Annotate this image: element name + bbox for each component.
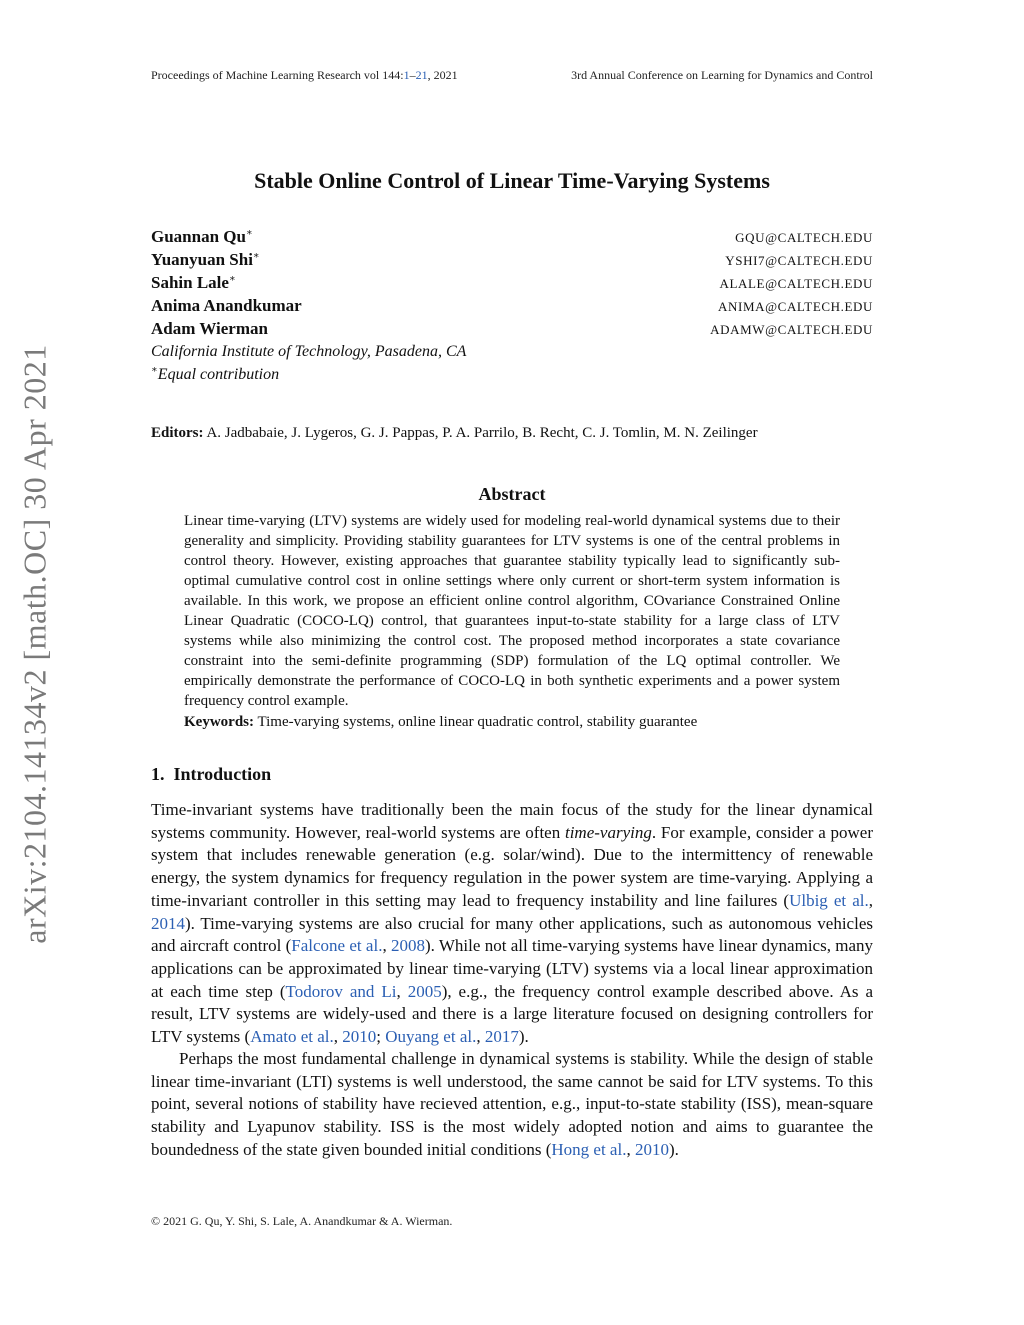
citation-link[interactable]: Ulbig et al. bbox=[789, 890, 869, 910]
author-name: Anima Anandkumar bbox=[151, 296, 302, 315]
author-name: Yuanyuan Shi∗ bbox=[151, 250, 260, 269]
author-email: YSHI7@CALTECH.EDU bbox=[725, 253, 873, 268]
page-start-link[interactable]: 1 bbox=[403, 68, 410, 82]
author-name: Guannan Qu∗ bbox=[151, 227, 253, 246]
author-email: ADAMW@CALTECH.EDU bbox=[710, 322, 873, 337]
equal-contribution-note: ∗Equal contribution bbox=[151, 364, 280, 383]
page-end-link[interactable]: 21 bbox=[415, 68, 428, 82]
intro-paragraph-1: Time-invariant systems have traditionally been the main focus of the study for the linear dynamical systems community. However, real-world systems are often time-varying. For example, consider a power system that includes renewable generation (e.g. solar/wind). Due to the intermittency of renewable energy, the system dynamics for frequency regulation in the power system are time-varying. Applying a time-invariant controller in this setting may lead to frequency instability and line failures (Ulbig et al., 2014). Time-varying systems are also crucial for many other applications, such as autonomous vehicles and aircraft control (Falcone et al., 2008). While not all time-varying systems have linear dynamics, many applications can be approximated by linear time-varying (LTV) systems via a local linear approximation at each time step (Todorov and Li, 2005), e.g., the frequency control example described above. As a result, LTV systems are widely-used and there is a large literature focused on designing controllers for LTV systems (Amato et al., 2010; Ouyang et al., 2017). bbox=[151, 800, 874, 1047]
section-heading: 1. Introduction bbox=[151, 764, 272, 784]
author-name: Sahin Lale∗ bbox=[151, 273, 236, 292]
running-header-conference: 3rd Annual Conference on Learning for Dynamics and Control bbox=[571, 68, 873, 82]
citation-link[interactable]: Amato et al. bbox=[250, 1027, 334, 1047]
keywords: Keywords: Time-varying systems, online linear quadratic control, stability guarantee bbox=[184, 714, 698, 730]
author-email: GQU@CALTECH.EDU bbox=[735, 230, 873, 245]
citation-year-link[interactable]: 2010 bbox=[342, 1027, 377, 1047]
citation-link[interactable]: Todorov and Li bbox=[285, 981, 397, 1001]
author-name: Adam Wierman bbox=[151, 319, 268, 338]
author-row bbox=[151, 296, 873, 319]
citation-link[interactable]: Hong et al. bbox=[551, 1139, 627, 1159]
affiliation: California Institute of Technology, Pasadena, CA bbox=[151, 343, 467, 360]
author-row bbox=[151, 273, 873, 296]
intro-paragraph-2: Perhaps the most fundamental challenge in dynamical systems is stability. While the design of stable linear time-invariant (LTI) systems is well understood, the same cannot be said for LTV systems. To this point, several notions of stability have recieved attention, e.g., input-to-state stability (ISS), mean-square stability and Lyapunov stability. ISS is the most widely adopted notion and aims to guarantee the boundedness of the state given bounded initial conditions (Hong et al., 2010). bbox=[151, 1049, 873, 1159]
arxiv-stamp: arXiv:2104.14134v2 [math.OC] 30 Apr 2021 bbox=[16, 344, 53, 944]
abstract-text: Linear time-varying (LTV) systems are widely used for modeling real-world dynamical systems due to their generality and simplicity. Providing stability guarantees for LTV systems is one of the central problems in control theory. However, existing approaches that guarantee stability typically lead to significantly sub-optimal cumulative control cost in online settings where only current or short-term system information is available. In this work, we propose an efficient online control algorithm, COvariance Constrained Online Linear Quadratic (COCO-LQ) control, that guarantees input-to-state stability for a large class of LTV systems while also minimizing the control cost. The proposed method incorporates a state covariance constraint into the semi-definite programming (SDP) formulation of the LQ optimal controller. We empirically demonstrate the performance of COCO-LQ in both synthetic experiments and a power system frequency control example. bbox=[184, 513, 840, 709]
citation-link[interactable]: Ouyang et al. bbox=[385, 1027, 477, 1047]
copyright-footer: © 2021 G. Qu, Y. Shi, S. Lale, A. Anandkumar & A. Wierman. bbox=[151, 1214, 453, 1228]
citation-year-link[interactable]: 2010 bbox=[634, 1139, 669, 1159]
citation-year-link[interactable]: 2014 bbox=[151, 913, 185, 933]
editors-line: Editors: A. Jadbabaie, J. Lygeros, G. J. Pappas, P. A. Parrilo, B. Recht, C. J. Tomlin, M. N. Zeilinger bbox=[151, 425, 758, 441]
citation-year-link[interactable]: 2008 bbox=[391, 936, 425, 956]
citation-year-link[interactable]: 2017 bbox=[484, 1027, 519, 1047]
author-email: ANIMA@CALTECH.EDU bbox=[718, 299, 873, 314]
abstract-heading: Abstract bbox=[478, 484, 546, 504]
citation-link[interactable]: Falcone et al. bbox=[291, 936, 383, 956]
running-header-proceedings: Proceedings of Machine Learning Research vol 144:1–21, 2021 bbox=[151, 68, 458, 82]
author-row bbox=[151, 250, 873, 273]
author-email: ALALE@CALTECH.EDU bbox=[719, 276, 873, 291]
paper-title: Stable Online Control of Linear Time-Varying Systems bbox=[254, 168, 770, 193]
author-row bbox=[151, 319, 873, 342]
author-row bbox=[151, 227, 873, 250]
citation-year-link[interactable]: 2005 bbox=[407, 981, 442, 1001]
